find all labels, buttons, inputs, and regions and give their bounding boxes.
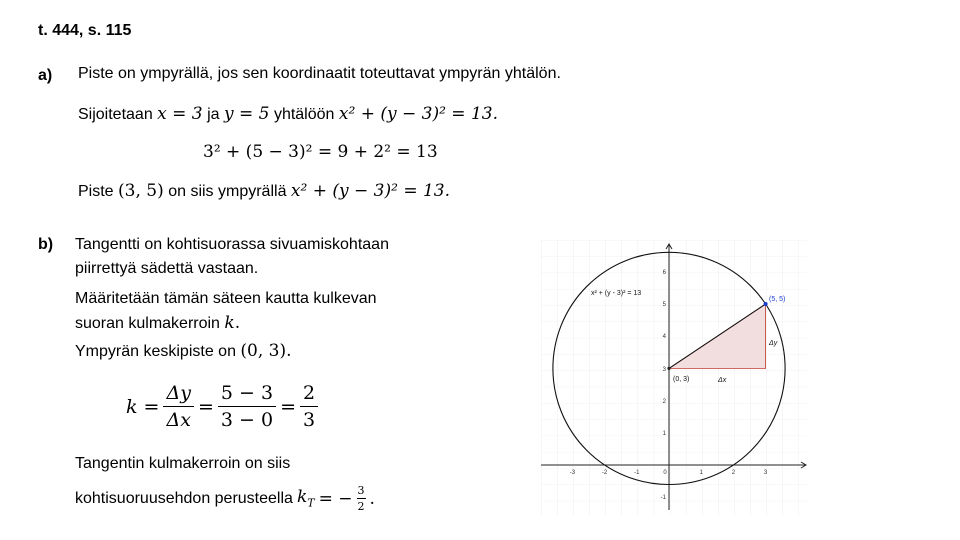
center-label: (0, 3) (673, 376, 690, 383)
part-a-line2-ja: ja (207, 106, 220, 123)
dy-label: Δy (769, 340, 778, 347)
part-a-line2-eq: x² + (y − 3)² = 13. (338, 104, 498, 124)
part-a-line4-prefix: Piste (78, 183, 114, 200)
part-a-line1: Piste on ympyrällä, jos sen koordinaatit toteuttavat ympyrän yhtälön. (78, 65, 561, 82)
svg-text:-1: -1 (634, 470, 640, 476)
part-a-calculation: 3² + (5 − 3)² = 9 + 2² = 13 (203, 142, 438, 162)
fraction-values (218, 382, 276, 431)
tangent-slope-symbol: $k_T$ (296, 487, 315, 510)
dx-label: Δx (718, 377, 727, 384)
part-b-p4-line2: kohtisuoruusehdon perusteella $k_T$ = − $\frac{3}{2}$ . (75, 484, 375, 513)
tangent-slope-fraction: $\frac{3}{2}$ (357, 484, 365, 513)
part-b-p1-line2: piirrettyä sädettä vastaan. (75, 260, 259, 277)
part-a-line4-mid: on siis ympyrällä (168, 183, 287, 200)
part-b-p3: Ympyrän keskipiste on (0, 3). (75, 341, 292, 361)
svg-text:5: 5 (662, 302, 666, 308)
svg-text:-1: -1 (660, 495, 666, 501)
part-b-p2-var: k (224, 313, 235, 333)
part-a-label: a) (38, 67, 53, 84)
tangent-point (764, 302, 768, 306)
part-a-line2-x: x = 3 (157, 104, 203, 124)
center-point (667, 367, 670, 370)
fraction-values-den: 3 − 0 (220, 409, 274, 431)
part-a-line2-prefix: Sijoitetaan (78, 106, 153, 123)
fraction-delta-num: Δy (163, 382, 193, 407)
svg-text:1: 1 (699, 470, 703, 476)
svg-text:3: 3 (662, 367, 666, 373)
svg-text:0: 0 (663, 470, 667, 476)
part-b-p1-line1: Tangentti on kohtisuorassa sivuamiskohtaan (75, 236, 389, 253)
page-title: t. 444, s. 115 (38, 22, 132, 39)
fraction-delta-den: Δx (166, 409, 191, 431)
part-a-line4-eq: x² + (y − 3)² = 13. (290, 181, 451, 201)
svg-text:3: 3 (763, 470, 768, 476)
fraction-values-num: 5 − 3 (218, 382, 276, 407)
part-a-line2 (78, 104, 498, 124)
part-b-p3-prefix: Ympyrän keskipiste on (75, 343, 236, 360)
part-a-line2-mid: yhtälöön (273, 106, 335, 123)
part-b-p4-prefix: kohtisuoruusehdon perusteella (75, 489, 293, 507)
part-a-line2-y: y = 5 (224, 104, 270, 124)
part-b-p2-prefix: suoran kulmakerroin (75, 315, 220, 332)
circle-graph (538, 240, 810, 516)
tangent-slope-equals: = − (318, 488, 353, 509)
part-a-line4 (78, 181, 450, 201)
fraction-result-num: 2 (300, 382, 318, 407)
svg-text:-2: -2 (601, 470, 608, 476)
k-formula: k = $\frac{\Delta y}{\Delta x}$ = $\frac{5 - 3}{3 - 0}$ = $\frac{2}{3}$ (126, 382, 318, 431)
part-b-label: b) (38, 236, 54, 253)
part-b-p4-line1: Tangentin kulmakerroin on siis (75, 455, 291, 472)
svg-text:1: 1 (662, 431, 666, 437)
fraction-result-den: 3 (302, 409, 316, 431)
fraction-result (300, 382, 318, 431)
circle-equation-label: x² + (y - 3)² = 13 (591, 290, 642, 297)
svg-text:4: 4 (662, 334, 666, 340)
part-a-line4-point: (3, 5) (118, 181, 164, 201)
svg-text:-3: -3 (569, 470, 576, 476)
fraction-delta (163, 382, 193, 431)
point-label: (5, 5) (769, 296, 786, 303)
k-lhs: k = (126, 395, 160, 418)
part-b-p3-point: (0, 3) (240, 341, 287, 361)
svg-text:2: 2 (731, 470, 736, 476)
part-b-p2-line2: suoran kulmakerroin k. (75, 313, 241, 333)
svg-text:6: 6 (662, 270, 666, 276)
part-b-p2-line1: Määritetään tämän säteen kautta kulkevan (75, 290, 377, 307)
svg-text:2: 2 (662, 399, 666, 405)
